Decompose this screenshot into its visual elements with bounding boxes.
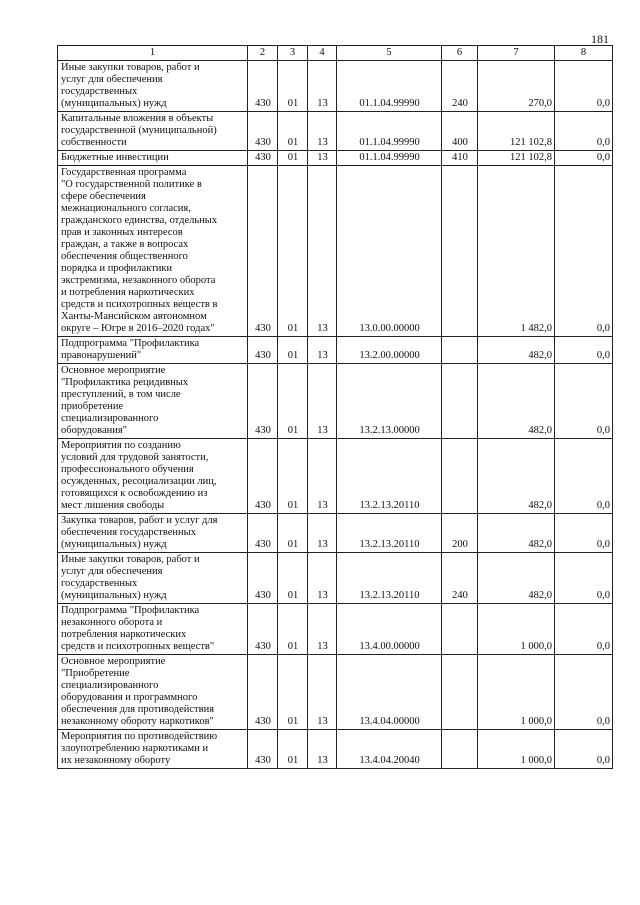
section-code-cell: 01	[278, 364, 308, 439]
column-header: 4	[308, 46, 337, 61]
target-article-cell: 13.2.13.20110	[337, 514, 442, 553]
target-article-cell: 13.2.13.20110	[337, 439, 442, 514]
subsection-code-cell: 13	[308, 151, 337, 166]
table-row	[58, 166, 613, 337]
subsection-code-cell: 13	[308, 730, 337, 769]
expense-type-cell: 240	[442, 553, 478, 604]
amount-2-cell: 0,0	[555, 655, 613, 730]
amount-cell: 1 000,0	[478, 655, 555, 730]
row-name-cell: Подпрограмма "Профилактика незаконного оборота и потребления наркотических средств и психотропных веществ"	[58, 604, 248, 655]
amount-2-cell: 0,0	[555, 61, 613, 112]
subsection-code-cell: 13	[308, 112, 337, 151]
target-article-cell: 01.1.04.99990	[337, 112, 442, 151]
amount-cell: 1 000,0	[478, 604, 555, 655]
target-article-cell: 13.2.00.00000	[337, 337, 442, 364]
row-name-cell: Мероприятия по созданию условий для трудовой занятости, профессионального обучения осужденных, ресоциализации лиц, готовящихся к освобождению из мест лишения свободы	[58, 439, 248, 514]
section-code-cell: 01	[278, 337, 308, 364]
admin-code-cell: 430	[248, 655, 278, 730]
admin-code-cell: 430	[248, 337, 278, 364]
table-row	[58, 364, 613, 439]
subsection-code-cell: 13	[308, 655, 337, 730]
row-name-cell: Подпрограмма "Профилактика правонарушений"	[58, 337, 248, 364]
target-article-cell: 13.2.13.20110	[337, 553, 442, 604]
column-header: 3	[278, 46, 308, 61]
subsection-code-cell: 13	[308, 61, 337, 112]
subsection-code-cell: 13	[308, 337, 337, 364]
amount-2-cell: 0,0	[555, 730, 613, 769]
expense-type-cell	[442, 439, 478, 514]
table-row	[58, 553, 613, 604]
admin-code-cell: 430	[248, 151, 278, 166]
expense-type-cell	[442, 166, 478, 337]
table-row	[58, 439, 613, 514]
admin-code-cell: 430	[248, 514, 278, 553]
page-number: 181	[591, 32, 609, 46]
admin-code-cell: 430	[248, 364, 278, 439]
section-code-cell: 01	[278, 730, 308, 769]
amount-2-cell: 0,0	[555, 166, 613, 337]
target-article-cell: 13.4.00.00000	[337, 604, 442, 655]
target-article-cell: 13.0.00.00000	[337, 166, 442, 337]
amount-2-cell: 0,0	[555, 553, 613, 604]
amount-2-cell: 0,0	[555, 112, 613, 151]
table-row	[58, 337, 613, 364]
column-header: 6	[442, 46, 478, 61]
expense-type-cell	[442, 730, 478, 769]
target-article-cell: 01.1.04.99990	[337, 61, 442, 112]
table-row	[58, 604, 613, 655]
table-row	[58, 655, 613, 730]
row-name-cell: Государственная программа "О государственной политике в сфере обеспечения межнационального согласия, гражданского единства, отдельных прав и законных интересов граждан, а также в вопросах обеспечения общественного порядка и профилактики экстремизма, незаконного оборота и потребления наркотических средств и психотропных веществ в Ханты-Мансийском автономном округе – Югре в 2016–2020 годах"	[58, 166, 248, 337]
amount-2-cell: 0,0	[555, 604, 613, 655]
table-row	[58, 514, 613, 553]
section-code-cell: 01	[278, 112, 308, 151]
row-name-cell: Иные закупки товаров, работ и услуг для обеспечения государственных (муниципальных) нужд	[58, 61, 248, 112]
column-header: 5	[337, 46, 442, 61]
subsection-code-cell: 13	[308, 553, 337, 604]
section-code-cell: 01	[278, 61, 308, 112]
amount-2-cell: 0,0	[555, 151, 613, 166]
amount-cell: 270,0	[478, 61, 555, 112]
expense-type-cell: 410	[442, 151, 478, 166]
admin-code-cell: 430	[248, 439, 278, 514]
amount-cell: 1 000,0	[478, 730, 555, 769]
subsection-code-cell: 13	[308, 364, 337, 439]
section-code-cell: 01	[278, 553, 308, 604]
section-code-cell: 01	[278, 655, 308, 730]
budget-table	[57, 45, 613, 769]
amount-cell: 482,0	[478, 514, 555, 553]
amount-cell: 482,0	[478, 364, 555, 439]
subsection-code-cell: 13	[308, 604, 337, 655]
column-header: 1	[58, 46, 248, 61]
subsection-code-cell: 13	[308, 514, 337, 553]
amount-cell: 482,0	[478, 439, 555, 514]
section-code-cell: 01	[278, 151, 308, 166]
section-code-cell: 01	[278, 514, 308, 553]
row-name-cell: Основное мероприятие "Приобретение специализированного оборудования и программного обеспечения для противодействия незаконному обороту наркотиков"	[58, 655, 248, 730]
expense-type-cell	[442, 655, 478, 730]
expense-type-cell	[442, 337, 478, 364]
admin-code-cell: 430	[248, 112, 278, 151]
amount-2-cell: 0,0	[555, 439, 613, 514]
amount-2-cell: 0,0	[555, 364, 613, 439]
target-article-cell: 01.1.04.99990	[337, 151, 442, 166]
expense-type-cell: 400	[442, 112, 478, 151]
amount-cell: 121 102,8	[478, 151, 555, 166]
subsection-code-cell: 13	[308, 439, 337, 514]
expense-type-cell: 240	[442, 61, 478, 112]
amount-cell: 482,0	[478, 553, 555, 604]
row-name-cell: Основное мероприятие "Профилактика рецидивных преступлений, в том числе приобретение специализированного оборудования"	[58, 364, 248, 439]
target-article-cell: 13.4.04.20040	[337, 730, 442, 769]
table-row	[58, 112, 613, 151]
row-name-cell: Бюджетные инвестиции	[58, 151, 248, 166]
admin-code-cell: 430	[248, 553, 278, 604]
admin-code-cell: 430	[248, 61, 278, 112]
expense-type-cell	[442, 364, 478, 439]
table-row	[58, 151, 613, 166]
target-article-cell: 13.4.04.00000	[337, 655, 442, 730]
row-name-cell: Капитальные вложения в объекты государственной (муниципальной) собственности	[58, 112, 248, 151]
amount-cell: 1 482,0	[478, 166, 555, 337]
column-header: 8	[555, 46, 613, 61]
section-code-cell: 01	[278, 604, 308, 655]
row-name-cell: Закупка товаров, работ и услуг для обеспечения государственных (муниципальных) нужд	[58, 514, 248, 553]
subsection-code-cell: 13	[308, 166, 337, 337]
table-row	[58, 730, 613, 769]
table-header-row	[58, 46, 613, 61]
table-row	[58, 61, 613, 112]
column-header: 7	[478, 46, 555, 61]
expense-type-cell: 200	[442, 514, 478, 553]
admin-code-cell: 430	[248, 730, 278, 769]
admin-code-cell: 430	[248, 604, 278, 655]
admin-code-cell: 430	[248, 166, 278, 337]
amount-2-cell: 0,0	[555, 337, 613, 364]
amount-cell: 121 102,8	[478, 112, 555, 151]
section-code-cell: 01	[278, 166, 308, 337]
column-header: 2	[248, 46, 278, 61]
row-name-cell: Мероприятия по противодействию злоупотреблению наркотиками и их незаконному обороту	[58, 730, 248, 769]
target-article-cell: 13.2.13.00000	[337, 364, 442, 439]
amount-cell: 482,0	[478, 337, 555, 364]
row-name-cell: Иные закупки товаров, работ и услуг для обеспечения государственных (муниципальных) нужд	[58, 553, 248, 604]
amount-2-cell: 0,0	[555, 514, 613, 553]
expense-type-cell	[442, 604, 478, 655]
section-code-cell: 01	[278, 439, 308, 514]
